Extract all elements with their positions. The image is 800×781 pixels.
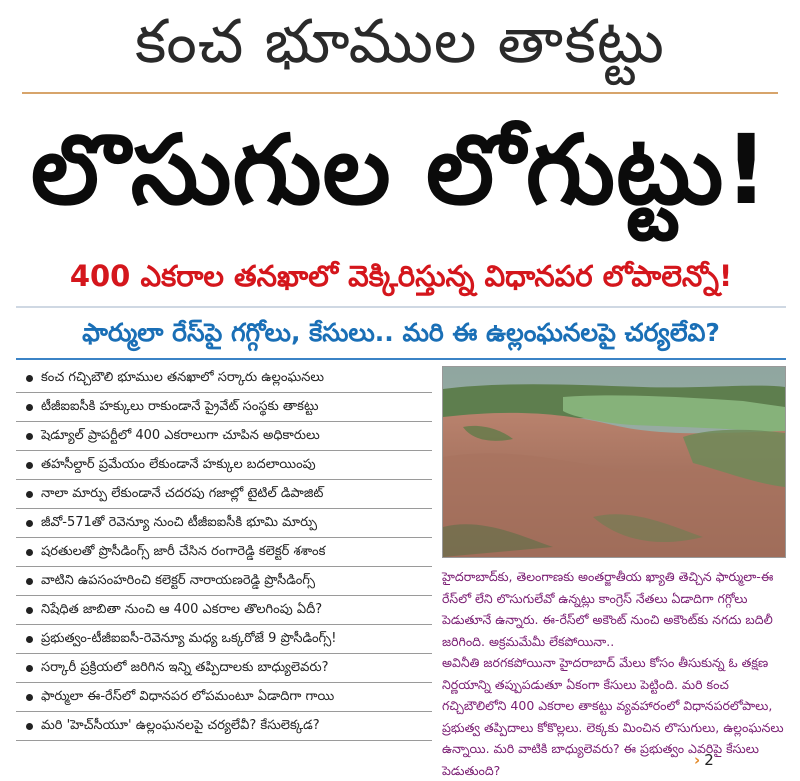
landscape-photo: [442, 366, 786, 558]
bullet-icon: [26, 723, 33, 730]
subheadline-red: 400 ఎకరాల తనఖాలో వెక్కిరిస్తున్న విధానపర లోపాలెన్నో!: [69, 259, 733, 293]
bullet-icon: [26, 404, 33, 411]
bullet-icon: [26, 636, 33, 643]
list-item: [16, 683, 432, 712]
bullet-icon: [26, 694, 33, 701]
divider-top: [22, 92, 778, 94]
bullet-icon: [26, 491, 33, 498]
divider-middle: [16, 306, 786, 308]
list-item-text: సర్కారీ ప్రక్రియలో జరిగిన ఇన్ని తప్పిదాలకు బాధ్యులెవరు?: [41, 660, 329, 675]
page-number-text: 2: [704, 751, 714, 769]
list-item: [16, 451, 432, 480]
list-item: [16, 712, 432, 741]
list-item-text: తహసీల్దార్ ప్రమేయం లేకుండానే హక్కుల బదలాయింపు: [41, 457, 316, 472]
list-item: [16, 509, 432, 538]
divider-blue: [16, 358, 786, 360]
list-item-text: జీవో-571తో రెవెన్యూ నుంచి టీజీఐఐసీకి భూమి మార్పు: [41, 515, 318, 530]
headline: లొసుగుల లోగుట్టు!: [30, 114, 770, 226]
list-item-text: షెడ్యూల్ ప్రాపర్టీలో 400 ఎకరాలుగా చూపిన అధికారులు: [41, 428, 320, 443]
list-item-text: ప్రభుత్వం-టీజీఐఐసీ-రెవెన్యూ మధ్య ఒక్కరోజే 9 ప్రొసీడింగ్స్!: [41, 631, 337, 646]
list-item-text: టీజీఐఐసీకి హక్కులు రాకుండానే ప్రైవేట్ సంస్థకు తాకట్టు: [41, 399, 319, 414]
bullet-icon: [26, 375, 33, 382]
list-item: [16, 654, 432, 683]
kicker-title: కంచ భూముల తాకట్టు: [135, 7, 665, 77]
list-item: [16, 480, 432, 509]
photo-caption: [442, 566, 784, 781]
bullet-icon: [26, 578, 33, 585]
subheadline-blue: ఫార్ములా రేస్‌పై గగ్గోలు, కేసులు.. మరి ఈ ఉల్లంఘనలపై చర్యలేవి?: [82, 318, 720, 347]
caption-paragraph: హైదరాబాద్‌కు, తెలంగాణకు అంతర్జాతీయ ఖ్యాతి తెచ్చిన ఫార్ములా-ఈ రేస్‌లో లేని లొసుగులేవో ఉన్నట్లు కాంగ్రెస్ నేతలు ఏడాదిగా గగ్గోలు పెడుతూనే ఉన్నారు. ఈ-రేస్‌లో అకౌంట్ నుంచి అకౌంట్‌కు నగదు బదిలీ జరిగింది. అక్రమమేమీ లేకపోయినా..: [442, 569, 774, 649]
list-item-text: ఫార్ములా ఈ-రేస్‌లో విధానపర లోపమంటూ ఏడాదిగా గాయి: [41, 689, 335, 704]
bullet-list: [16, 364, 432, 741]
list-item: [16, 538, 432, 567]
list-item: [16, 364, 432, 393]
page-number: [694, 750, 714, 770]
list-item: [16, 596, 432, 625]
list-item-text: వాటిని ఉపసంహరించి కలెక్టర్ నారాయణరెడ్డి ప్రొసీడింగ్స్: [41, 573, 316, 588]
caption-paragraph: అవినీతి జరగకపోయినా హైదరాబాద్ మేలు కోసం తీసుకున్న ఓ తక్షణ నిర్ణయాన్ని తప్పుపడుతూ ఏకంగా కేసులు పెట్టింది. మరి కంచ గచ్చిబౌలిలోని 400 ఎకరాల తాకట్టు వ్యవహారంలో విధానపరలోపాలు, ప్రభుత్వ తప్పిదాలు కోకొల్లలు. లెక్కకు మించిన లొసుగులు, ఉల్లంఘనలు ఉన్నాయి. మరి వాటికి బాధ్యులెవరు? ఈ ప్రభుత్వం ఎవరిపై కేసులు పెడుతుంది?: [442, 655, 784, 778]
bullet-icon: [26, 665, 33, 672]
bullet-icon: [26, 607, 33, 614]
list-item-text: నాలా మార్పు లేకుండానే చదరపు గజాల్లో టైటిల్ డిపాజిట్: [41, 486, 324, 501]
list-item-text: మరి 'హెచ్‌సీయూ' ఉల్లంఘనలపై చర్యలేవీ? కేసులెక్కడ?: [41, 718, 320, 733]
list-item-text: షరతులతో ప్రొసీడింగ్స్ జారీ చేసిన రంగారెడ్డి కలెక్టర్ శశాంక: [41, 544, 326, 559]
bullet-icon: [26, 549, 33, 556]
list-item-text: కంచ గచ్చిబౌలి భూముల తనఖాలో సర్కారు ఉల్లంఘనలు: [41, 370, 325, 385]
bullet-icon: [26, 462, 33, 469]
list-item-text: నిషేధిత జాబితా నుంచి ఆ 400 ఎకరాల తొలగింపు ఏదీ?: [41, 602, 323, 617]
list-item: [16, 422, 432, 451]
landscape-photo-icon: [443, 367, 785, 557]
list-item: [16, 625, 432, 654]
bullet-icon: [26, 433, 33, 440]
chevron-right-icon: ›: [694, 751, 701, 769]
bullet-icon: [26, 520, 33, 527]
list-item: [16, 393, 432, 422]
list-item: [16, 567, 432, 596]
